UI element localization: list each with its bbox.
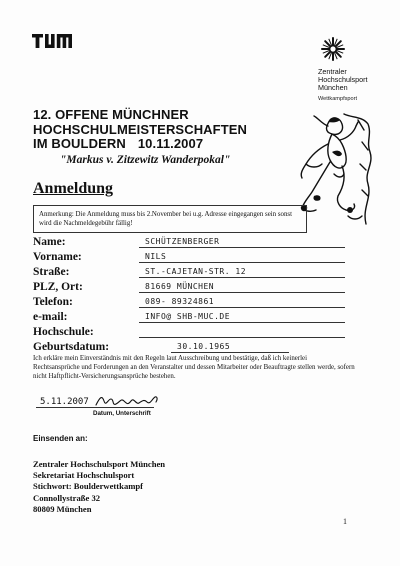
event-title-line: 12. OFFENE MÜNCHNER xyxy=(33,107,189,122)
geburtsdatum-field[interactable]: 30.10.1965 xyxy=(171,341,289,353)
form-heading: Anmeldung xyxy=(33,180,114,197)
field-label: Name: xyxy=(33,236,66,248)
field-row-name xyxy=(33,236,363,249)
address-line: 80809 München xyxy=(33,503,92,514)
hochschule-field[interactable] xyxy=(139,326,345,338)
field-label: PLZ, Ort: xyxy=(33,280,83,293)
field-label: Hochschule: xyxy=(33,325,94,338)
mailing-address xyxy=(33,459,165,515)
zhs-sunburst-icon xyxy=(320,36,346,62)
send-to-heading: Einsenden an: xyxy=(33,434,88,443)
field-row-strasse xyxy=(33,266,363,279)
email-field[interactable]: INFO@ SHB-MUC.DE xyxy=(139,311,345,323)
page-mark: 1 xyxy=(343,517,347,526)
event-date: 10.11.2007 xyxy=(137,136,204,151)
field-row-geburtsdatum xyxy=(33,341,363,354)
signature-label: Datum, Unterschrift xyxy=(93,410,151,417)
event-title-line: HOCHSCHULMEISTERSCHAFTEN xyxy=(33,121,248,137)
zhs-name xyxy=(318,68,394,92)
registration-form xyxy=(33,236,363,354)
signature-date: 5.11.2007 xyxy=(40,397,89,407)
consent-text: Ich erkläre mein Einverständnis mit den Regeln laut Ausschreibung und bestätige, daß ich keinerlei Rechtsansprüche und Forderungen an den Veranstalter und dessen Mitarbeiter oder Beauftragte stellen werde, sofern nicht Haftpflicht-Versicherungsansprüche bestehen. xyxy=(33,355,355,381)
field-row-email xyxy=(33,311,363,324)
address-line: Sekretariat Hochschulsport xyxy=(33,470,135,481)
telefon-field[interactable]: 089- 89324861 xyxy=(139,296,345,308)
address-line: Zentraler Hochschulsport München xyxy=(33,459,166,469)
field-label: Geburtsdatum: xyxy=(33,340,110,353)
field-label: Telefon: xyxy=(33,295,73,308)
field-row-telefon xyxy=(33,296,363,309)
zhs-logo xyxy=(318,36,394,102)
plz-ort-field[interactable]: 81669 MÜNCHEN xyxy=(139,281,345,293)
event-title xyxy=(33,108,293,152)
signature-line xyxy=(36,407,154,408)
deadline-note: Anmerkung: Die Anmeldung muss bis 2.November bei u.g. Adresse eingegangen sein sonst wird die Nachmeldegebühr fällig! xyxy=(33,205,307,233)
name-field[interactable]: SCHÜTZENBERGER xyxy=(139,236,345,248)
zhs-name-line: Zentraler xyxy=(318,67,347,76)
zhs-name-line: Hochschulsport xyxy=(318,75,368,84)
strasse-field[interactable]: ST.-CAJETAN-STR. 12 xyxy=(139,266,345,278)
address-line: Stichwort: Boulderwettkampf xyxy=(33,481,144,492)
field-row-hochschule xyxy=(33,326,363,339)
event-subtitle: "Markus v. Zitzewitz Wanderpokal" xyxy=(60,154,231,166)
zhs-department: Wettkampfsport xyxy=(318,96,358,102)
address-line: Connollystraße 32 xyxy=(33,492,101,503)
vorname-field[interactable]: NILS xyxy=(139,251,345,263)
event-title-line: IM BOULDERN xyxy=(33,136,126,151)
field-label: e-mail: xyxy=(33,310,68,323)
field-row-plz-ort xyxy=(33,281,363,294)
field-row-vorname xyxy=(33,251,363,264)
field-label: Straße: xyxy=(33,265,70,278)
field-label: Vorname: xyxy=(33,250,82,263)
zhs-name-line: München xyxy=(318,83,348,92)
tum-logo xyxy=(32,34,72,53)
